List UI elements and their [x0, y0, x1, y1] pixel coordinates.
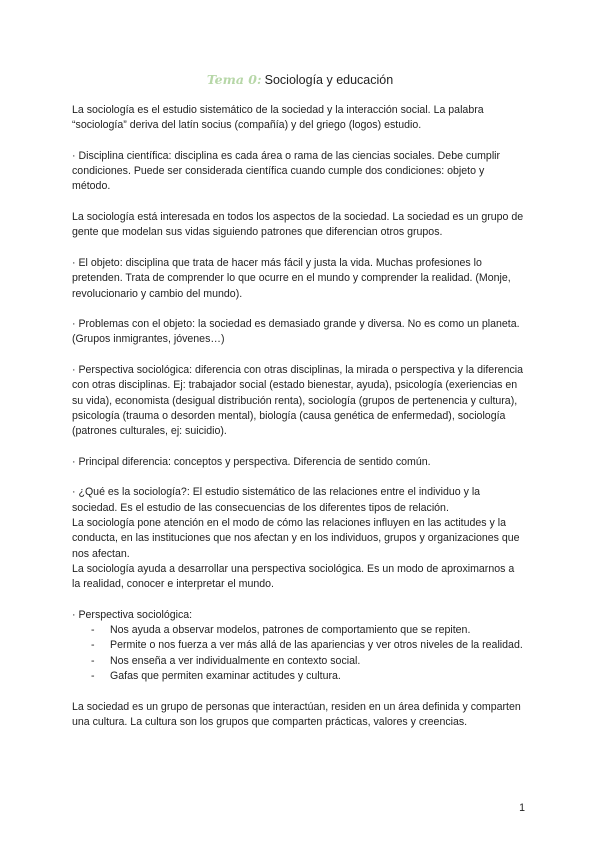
dash-list [72, 623, 524, 684]
document-body [72, 103, 524, 745]
paragraph: La sociología es el estudio sistemático de la sociedad y la interacción social. La palabra “sociología” deriva del latín socius (compañía) y del griego (logos) estudio. [72, 104, 484, 132]
paragraph: · Problemas con el objeto: la sociedad es demasiado grande y diversa. No es como un planeta. (Grupos inmigrantes, jóvenes…) [72, 318, 520, 346]
paragraph: · Principal diferencia: conceptos y perspectiva. Diferencia de sentido común. [72, 455, 431, 468]
list-item: - Gafas que permiten examinar actitudes y cultura. [72, 669, 524, 684]
list-item: - Nos enseña a ver individualmente en contexto social. [72, 654, 524, 669]
page-number: 1 [519, 802, 525, 814]
paragraph: · Perspectiva sociológica: [72, 608, 193, 621]
paragraph: · ¿Qué es la sociología?: El estudio sistemático de las relaciones entre el individuo y la sociedad. Es el estudio de las consecuencias de los diferentes tipos de relación. [72, 486, 481, 514]
paragraph: · Disciplina científica: disciplina es cada área o rama de las ciencias sociales. Debe cumplir condiciones. Puede ser considerada científica cuando cumple dos condiciones: objeto y método. [72, 149, 501, 193]
paragraph: · Perspectiva sociológica: diferencia con otras disciplinas, la mirada o perspectiva y la diferencia con otras disciplinas. Ej: trabajador social (estado bienestar, ayuda), psicología (exeriencias en su vida), economista (desigual distribución renta), sociología (grupos de pertenencia y cultura), psicología (trauma o desorden mental), biología (causa genética de enfermedad), sociología (patrones culturales, ej: suicidio). [72, 364, 524, 438]
paragraph: La sociología ayuda a desarrollar una perspectiva sociológica. Es un modo de aproximarnos a la realidad, conocer e interpretar el mundo. [72, 562, 515, 591]
paragraph: La sociedad es un grupo de personas que interactúan, residen en un área definida y comparten una cultura. La cultura son los grupos que comparten prácticas, valores y creencias. [72, 700, 521, 728]
paragraph: La sociología está interesada en todos los aspectos de la sociedad. La sociedad es un grupo de gente que modelan sus vidas siguiendo patrones que diferencian otros grupos. [72, 211, 524, 239]
list-item: - Nos ayuda a observar modelos, patrones de comportamiento que se repiten. [72, 623, 524, 638]
paragraph: La sociología pone atención en el modo de cómo las relaciones influyen en las actitudes y la conducta, en las instituciones que nos afectan y en los individuos, grupos y organizaciones que nos afectan. [72, 517, 520, 560]
list-item: - Permite o nos fuerza a ver más allá de las apariencias y ver otros niveles de la realidad. [72, 638, 524, 653]
paragraph: · El objeto: disciplina que trata de hacer más fácil y justa la vida. Muchas profesiones lo pretenden. Trata de comprender lo que ocurre en el mundo y comprender la realidad. (Monje, revolucionario y cambio del mundo). [72, 256, 511, 300]
title-text: Sociología y educación [264, 73, 394, 87]
page-title [0, 72, 600, 88]
title-accent: Tema 0: [206, 72, 262, 87]
